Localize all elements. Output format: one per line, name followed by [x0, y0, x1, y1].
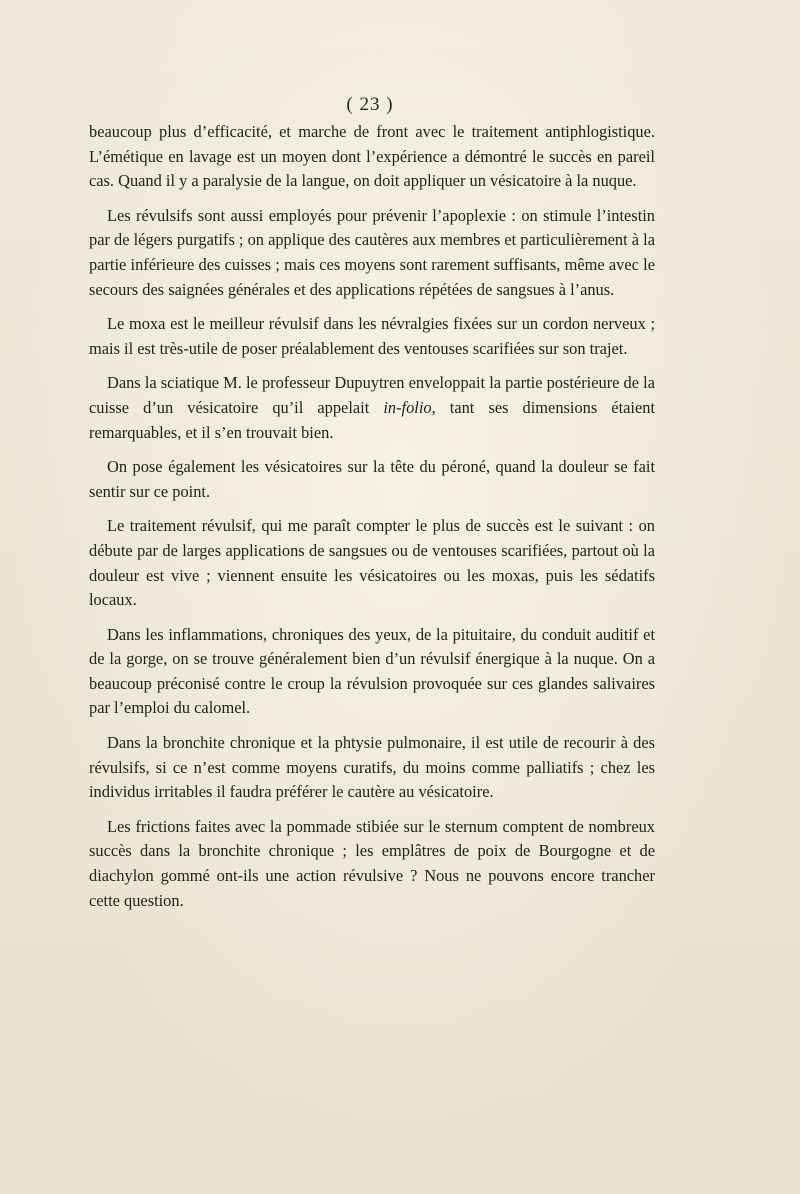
page-number: ( 23 ) [346, 94, 394, 115]
paragraph-4-text-before: Dans la sciatique M. le professeur Dupuytren enveloppait la partie postérieure de la cuisse d’un vésicatoire qu’il appelait [89, 373, 655, 417]
paragraph-1: beaucoup plus d’efficacité, et marche de front avec le traitement antiphlogistique. L’émétique en lavage est un moyen dont l’expérience a démontré le succès en pareil cas. Quand il y a paralysie de la langue, on doit appliquer un vésicatoire à la nuque. [89, 122, 655, 191]
paragraph-6: Le traitement révulsif, qui me paraît compter le plus de succès est le suivant : on débute par de larges applications de sangsues ou de ventouses scarifiées, partout où la douleur est vive ; viennent ensuite les vésicatoires ou les moxas, puis les sédatifs locaux. [89, 516, 655, 610]
paragraph-9: Les frictions faites avec la pommade stibiée sur le sternum comptent de nombreux succès dans la bronchite chronique ; les emplâtres de poix de Bourgogne et de diachylon gommé ont-ils une action révulsive ? Nous ne pouvons encore trancher cette question. [89, 816, 655, 910]
page-body [89, 120, 655, 913]
paragraph-2: Les révulsifs sont aussi employés pour prévenir l’apoplexie : on stimule l’intestin par de légers purgatifs ; on applique des cautères aux membres et particulièrement à la partie inférieure des cuisses ; mais ces moyens sont rarement suffisants, même avec le secours des saignées générales et des applications répétées de sangsues à l’anus. [89, 205, 655, 299]
paragraph-8: Dans la bronchite chronique et la phtysie pulmonaire, il est utile de recourir à des révulsifs, si ce n’est comme moyens curatifs, du moins comme palliatifs ; chez les individus irritables il faudra préférer le cautère au vésicatoire. [89, 733, 655, 802]
paragraph-4-italic-term: in-folio, [383, 397, 436, 417]
paragraph-3: Le moxa est le meilleur révulsif dans les névralgies fixées sur un cordon nerveux ; mais il est très-utile de poser préalablement des ventouses scarifiées sur son trajet. [89, 314, 655, 358]
paragraph-4-text-after: tant ses dimensions étaient remarquables, et il s’en trouvait bien. [89, 397, 655, 442]
paragraph-5: On pose également les vésicatoires sur la tête du péroné, quand la douleur se fait sentir sur ce point. [89, 457, 655, 501]
paragraph-7: Dans les inflammations, chroniques des yeux, de la pituitaire, du conduit auditif et de la gorge, on se trouve généralement bien d’un révulsif énergique à la nuque. On a beaucoup préconisé contre le croup la révulsion provoquée sur ces glandes salivaires par l’emploi du calomel. [89, 624, 655, 718]
paragraph-4 [89, 371, 655, 445]
